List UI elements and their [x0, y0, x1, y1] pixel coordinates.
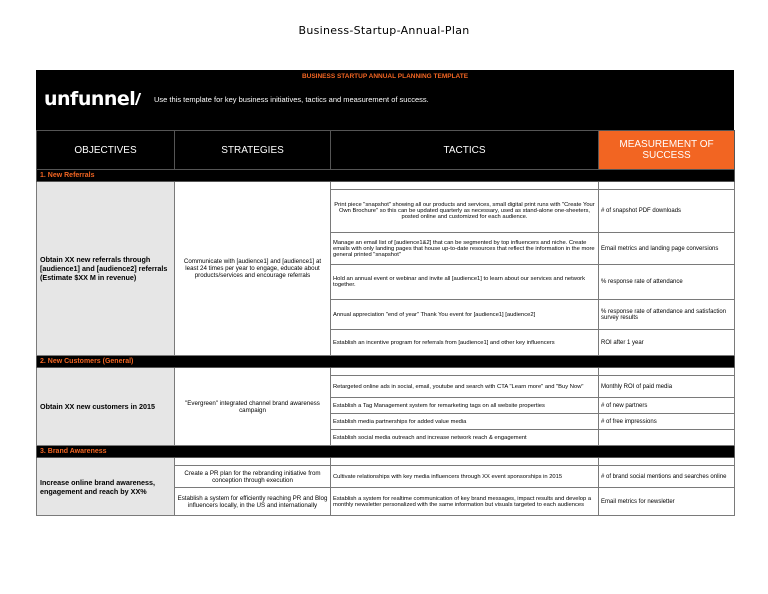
- banner-title: BUSINESS STARTUP ANNUAL PLANNING TEMPLATE: [301, 73, 469, 80]
- header-tactics: TACTICS: [331, 131, 599, 170]
- strategy-cell: Create a PR plan for the rebranding initiative from conception through execution: [175, 466, 331, 488]
- planning-sheet: [36, 70, 734, 516]
- tactic-cell: Print piece "snapshot" showing all our products and services, small digital print runs with "Create Your Own Brochure" so this can be updated quarterly as necessary, used as stand-alone one-sheeters, posted online and customized for each audience.: [331, 190, 599, 233]
- measurement-cell: ROI after 1 year: [599, 330, 735, 356]
- section-row: [37, 170, 735, 182]
- measurement-cell: % response rate of attendance: [599, 265, 735, 300]
- tactic-cell: Cultivate relationships with key media influencers through XX event sponsorships in 2015: [331, 466, 599, 488]
- unfunnel-logo: [44, 88, 139, 110]
- tactic-cell: Establish a system for realtime communication of key brand messages, impact results and develop a monthly newsletter personalized with the same information but visuals targeted to each audiences: [331, 488, 599, 516]
- measurement-cell: Email metrics for newsletter: [599, 488, 735, 516]
- tactic-cell: Establish social media outreach and increase network reach & engagement: [331, 430, 599, 446]
- tactic-cell: Retargeted online ads in social, email, youtube and search with CTA "Learn more" and "Buy Now": [331, 376, 599, 398]
- measurement-cell: # of new partners: [599, 398, 735, 414]
- tactic-cell: Establish an incentive program for referrals from [audience1] and other key influencers: [331, 330, 599, 356]
- objective-cell: Obtain XX new customers in 2015: [37, 368, 175, 446]
- logo-mark-icon: [135, 93, 141, 105]
- header-row: [37, 131, 735, 170]
- header-objectives: OBJECTIVES: [37, 131, 175, 170]
- template-banner: [36, 70, 734, 130]
- measurement-cell: % response rate of attendance and satisfaction survey results: [599, 300, 735, 330]
- measurement-cell: [599, 430, 735, 446]
- section-title: 1. New Referrals: [37, 170, 735, 182]
- section-row: [37, 446, 735, 458]
- objective-cell: Obtain XX new referrals through [audience1] and [audience2] referrals (Estimate $XX M in revenue): [37, 182, 175, 356]
- section-row: [37, 356, 735, 368]
- banner-tagline: Use this template for key business initiatives, tactics and measurement of success.: [154, 95, 429, 104]
- document-title: Business-Startup-Annual-Plan: [298, 24, 470, 37]
- header-strategies: STRATEGIES: [175, 131, 331, 170]
- strategy-cell: "Evergreen" integrated channel brand awareness campaign: [175, 368, 331, 446]
- measurement-cell: # of free impressions: [599, 414, 735, 430]
- section-title: 3. Brand Awareness: [37, 446, 735, 458]
- measurement-cell: Email metrics and landing page conversions: [599, 233, 735, 265]
- measurement-cell: # of brand social mentions and searches online: [599, 466, 735, 488]
- tactic-cell: Establish a Tag Management system for remarketing tags on all website properties: [331, 398, 599, 414]
- tactic-cell: Establish media partnerships for added value media: [331, 414, 599, 430]
- measurement-cell: # of snapshot PDF downloads: [599, 190, 735, 233]
- section-title: 2. New Customers (General): [37, 356, 735, 368]
- measurement-cell: Monthly ROI of paid media: [599, 376, 735, 398]
- strategy-cell: Establish a system for efficiently reaching PR and Blog influencers locally, in the US and internationally: [175, 488, 331, 516]
- logo-text: unfunnel: [44, 88, 136, 110]
- header-measurement: MEASUREMENT OF SUCCESS: [599, 131, 735, 170]
- table-row: [37, 182, 735, 190]
- tactic-cell: Annual appreciation "end of year" Thank You event for [audience1] [audience2]: [331, 300, 599, 330]
- table-row: [37, 368, 735, 376]
- table-row: [37, 458, 735, 466]
- tactic-cell: Hold an annual event or webinar and invite all [audience1] to learn about our services and network together.: [331, 265, 599, 300]
- planning-table: [36, 130, 735, 516]
- objective-cell: Increase online brand awareness, engagement and reach by XX%: [37, 458, 175, 516]
- tactic-cell: Manage an email list of [audience1&2] that can be segmented by top influencers and niche. Create emails with only landing pages that house up-to-date resources that reflect the information in the more general printed "snapshot": [331, 233, 599, 265]
- strategy-cell: Communicate with [audience1] and [audience1] at least 24 times per year to engage, educate about products/services and encourage referrals: [175, 182, 331, 356]
